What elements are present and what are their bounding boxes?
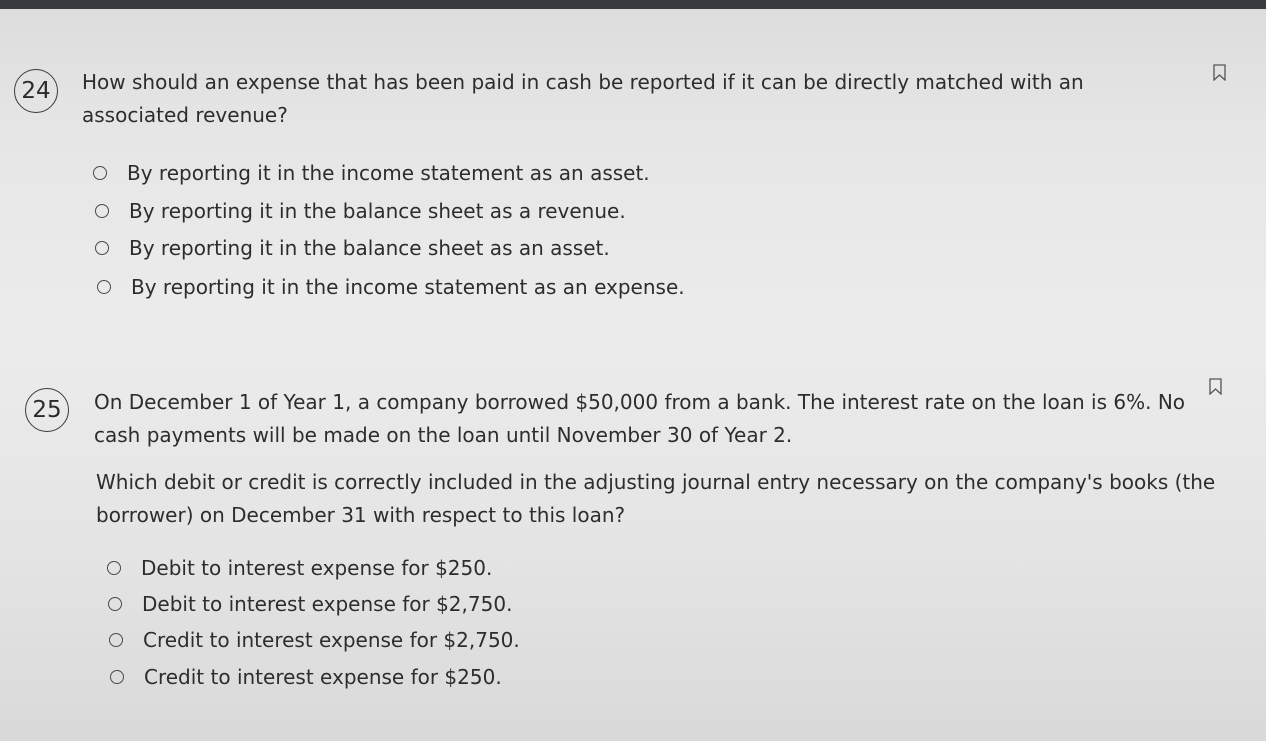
question-text: On December 1 of Year 1, a company borrowed $50,000 from a bank. The interest rate on the loan is 6%. No cash payments will be made on the loan until November 30 of Year 2. — [94, 390, 1186, 447]
answer-option[interactable] — [107, 556, 492, 580]
question-prompt: Which debit or credit is correctly included in the adjusting journal entry necessary on the company's books (the borrower) on December 31 with respect to this loan? — [96, 470, 1216, 527]
option-label: Credit to interest expense for $2,750. — [143, 628, 520, 652]
question-number-badge: 24 — [14, 69, 58, 113]
radio-button[interactable] — [109, 633, 123, 647]
bookmark-icon[interactable] — [1213, 64, 1226, 81]
radio-button[interactable] — [95, 241, 109, 255]
question-text: How should an expense that has been paid in cash be reported if it can be directly matched with an associated revenue? — [82, 70, 1084, 127]
option-label: By reporting it in the balance sheet as an asset. — [129, 236, 610, 260]
top-bar — [0, 0, 1266, 9]
answer-option[interactable] — [95, 236, 610, 260]
bookmark-icon[interactable] — [1209, 378, 1222, 395]
option-label: Debit to interest expense for $250. — [141, 556, 493, 580]
option-label: By reporting it in the balance sheet as a revenue. — [129, 199, 626, 223]
question-number-badge: 25 — [25, 388, 69, 432]
radio-button[interactable] — [107, 561, 121, 575]
radio-button[interactable] — [95, 204, 109, 218]
answer-option[interactable] — [110, 665, 502, 689]
radio-button[interactable] — [108, 597, 122, 611]
radio-button[interactable] — [93, 166, 107, 180]
answer-option[interactable] — [109, 628, 520, 652]
option-label: By reporting it in the income statement as an asset. — [127, 161, 650, 185]
answer-option[interactable] — [108, 592, 512, 616]
answer-option[interactable] — [95, 199, 626, 223]
answer-option[interactable] — [97, 275, 685, 299]
radio-button[interactable] — [97, 280, 111, 294]
answer-option[interactable] — [93, 161, 650, 185]
option-label: Credit to interest expense for $250. — [144, 665, 502, 689]
radio-button[interactable] — [110, 670, 124, 684]
option-label: By reporting it in the income statement as an expense. — [131, 275, 685, 299]
option-label: Debit to interest expense for $2,750. — [142, 592, 513, 616]
